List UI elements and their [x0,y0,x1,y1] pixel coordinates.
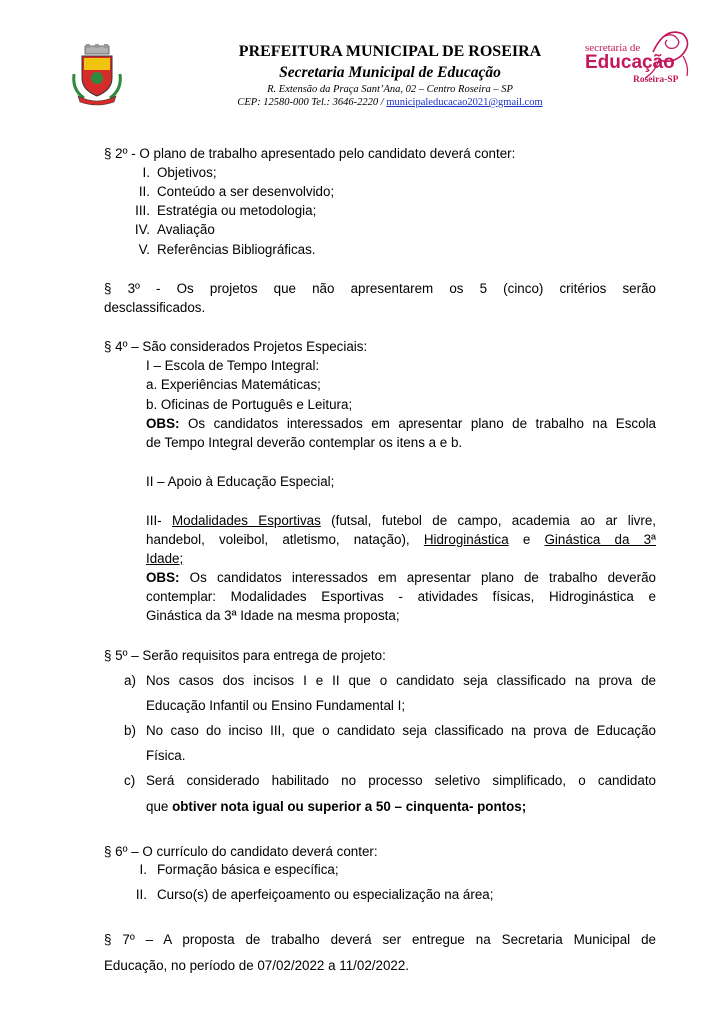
header-address: R. Extensão da Praça Sant’Ana, 02 – Centro Roseira – SP [267,84,513,95]
s2-item-text: Avaliação [157,222,215,237]
s4-iii-line3: Idade; [146,551,184,566]
s5-b-line1: No caso do inciso III, que o candidato seja classificado na prova de Educação [146,723,656,738]
s4-i-item-b: b. Oficinas de Português e Leitura; [146,397,353,412]
s4-iii-line1: III- Modalidades Esportivas (futsal, futebol de campo, academia ao ar livre, [146,513,657,528]
s4-i-item-a: a. Experiências Matemáticas; [146,377,321,392]
s5-b-line2: Física. [146,748,186,763]
hidroginastica: Hidroginástica [423,532,509,547]
s2-item-text: Objetivos; [157,165,217,180]
s4-i-heading: I – Escola de Tempo Integral: [146,358,320,373]
s4-heading: § 4º – São considerados Projetos Especiais: [104,339,368,354]
s5-c-label: c) [124,773,136,788]
s2-item-text: Estratégia ou metodologia; [157,203,317,218]
s2-item-num: I. [142,165,150,180]
header-subtitle: Secretaria Municipal de Educação [279,64,501,81]
s3-line2: desclassificados. [104,300,206,315]
s5-b-label: b) [124,723,136,738]
header-cep-tel: CEP: 12580-000 Tel.: 3646-2220 / [237,97,387,108]
email-link[interactable]: municipaleducacao2021@gmail.com [386,97,543,108]
s4-iii-line2: handebol, voleibol, atletismo, natação), Hidroginástica e Ginástica da 3ª [146,532,656,547]
s6-item-text: Curso(s) de aperfeiçoamento ou especialização na área; [157,887,494,902]
s5-c-line2: que obtiver nota igual ou superior a 50 – cinquenta- pontos; [146,799,527,814]
coat-of-arms-logo [70,44,124,106]
s5-heading: § 5º – Serão requisitos para entrega de projeto: [104,648,386,663]
s4-obs1-line1: OBS: Os candidatos interessados em apresentar plano de trabalho na Escola [146,416,656,431]
logo-line3: Roseira-SP [633,75,679,85]
s6-item-num: I. [139,862,147,877]
s4-obs2-line2: contemplar: Modalidades Esportivas - atividades físicas, Hidroginástica e [146,589,656,604]
s5-a-line1: Nos casos dos incisos I e II que o candidato seja classificado na prova de [146,673,656,688]
s7-line2: Educação, no período de 07/02/2022 a 11/02/2022. [104,958,410,973]
header-contact [195,97,585,108]
s7-line1: § 7º – A proposta de trabalho deverá ser entregue na Secretaria Municipal de [104,932,656,947]
s2-heading: § 2º - O plano de trabalho apresentado pelo candidato deverá conter: [104,146,516,161]
s2-item-text: Referências Bibliográficas. [157,242,316,257]
logo-line1: secretaria de [585,42,641,54]
s6-heading: § 6º – O currículo do candidato deverá conter: [104,844,378,859]
modalidades-esportivas: Modalidades Esportivas [171,513,321,528]
s4-obs2-line3: Ginástica da 3ª Idade na mesma proposta; [146,608,400,623]
s5-c-line1: Será considerado habilitado no processo seletivo simplificado, o candidato [146,773,656,788]
s2-item-num: II. [138,184,150,199]
logo-line2: Educação [585,52,675,73]
s6-item-num: II. [135,887,147,902]
s6-item-text: Formação básica e específica; [157,862,339,877]
s2-item-num: IV. [134,222,150,237]
s4-obs1-line2: de Tempo Integral deverão contemplar os itens a e b. [146,435,463,450]
s5-a-label: a) [124,673,136,688]
header-title: PREFEITURA MUNICIPAL DE ROSEIRA [238,43,542,60]
ginastica-3a-idade: Ginástica da 3ª [544,532,656,547]
grade-requirement: obtiver nota igual ou superior a 50 – cinquenta- pontos; [172,799,527,814]
s5-a-line2: Educação Infantil ou Ensino Fundamental I; [146,698,406,713]
obs-label: OBS: [146,416,180,431]
s4-ii: II – Apoio à Educação Especial; [146,474,335,489]
s2-item-text: Conteúdo a ser desenvolvido; [157,184,335,199]
secretaria-educacao-logo [585,22,695,92]
s3-line1: § 3º - Os projetos que não apresentarem os 5 (cinco) critérios serão [104,281,656,296]
obs-label: OBS: [146,570,180,585]
s2-item-num: III. [135,203,150,218]
s2-item-num: V. [138,242,150,257]
s4-obs2-line1: OBS: Os candidatos interessados em apresentar plano de trabalho deverão [146,570,656,585]
